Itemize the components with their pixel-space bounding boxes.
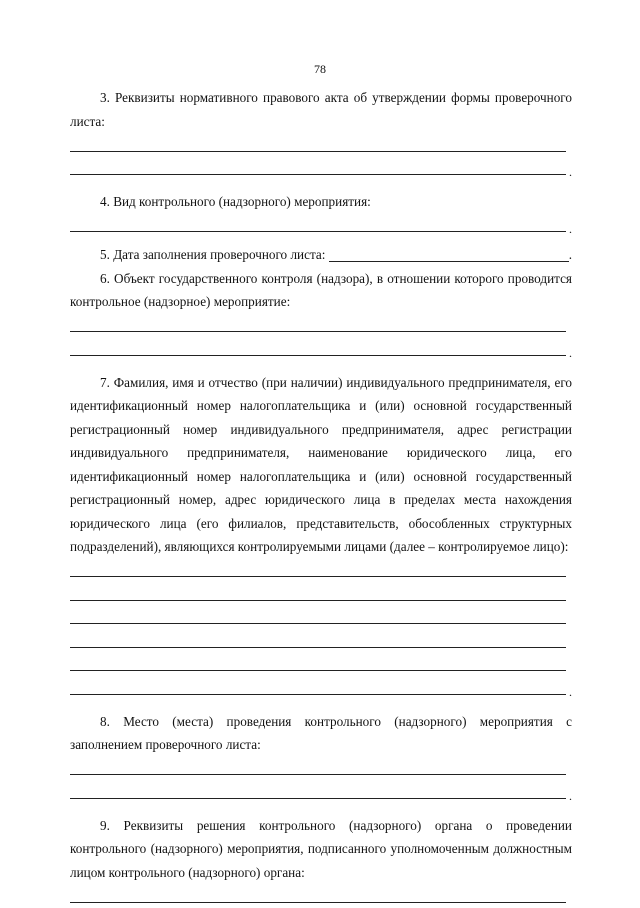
section-5-end-mark: . [568, 247, 572, 262]
section-7-fill-line-6[interactable] [70, 676, 572, 700]
section-7-text: 7. Фамилия, имя и отчество (при наличии) индивидуального предпринимателя, его идентификационный номер налогоплательщика и (или) основной государственный регистрационный номер индивидуального предпринимателя, адрес регистрации индивидуального предпринимателя, наименование юридического лица, его идентификационный номер налогоплательщика и (или) основной государственный регистрационный номер, адрес юридического лица в пределах места нахождения юридического лица (его филиалов, представительств, обособленных структурных подразделений), являющихся контролируемыми лицами (далее – контролируемое лицо): [70, 374, 572, 554]
section-7-end-mark: . [569, 684, 572, 699]
section-4-end-mark: . [569, 222, 572, 236]
section-3-fill-line-2[interactable] [70, 157, 572, 181]
section-7-fill-line-3[interactable] [70, 606, 572, 630]
section-3-end-mark: . [569, 165, 572, 179]
section-6-fill-line-1[interactable] [70, 314, 572, 338]
section-8-text: 8. Место (места) проведения контрольного (надзорного) мероприятия с заполнением проверочного листа: [70, 713, 572, 752]
section-8-end-mark: . [569, 788, 572, 803]
form-content [70, 86, 572, 908]
section-4-text: 4. Вид контрольного (надзорного) мероприятия: [100, 194, 371, 209]
section-6-fill-line-2[interactable] [70, 337, 572, 361]
section-7-fill-line-5[interactable] [70, 653, 572, 677]
section-5-text: 5. Дата заполнения проверочного листа: [100, 247, 326, 262]
section-7-fill-line-2[interactable] [70, 582, 572, 606]
section-8-fill-line-1[interactable] [70, 757, 572, 781]
section-3-text: 3. Реквизиты нормативного правового акта об утверждении формы проверочного листа: [70, 90, 572, 129]
section-6-text: 6. Объект государственного контроля (надзора), в отношении которого проводится контрольное (надзорное) мероприятие: [70, 270, 572, 309]
section-4-fill-line-1[interactable] [70, 214, 572, 238]
section-5-row [70, 243, 572, 267]
page-number: 78 [314, 62, 326, 76]
section-9-text: 9. Реквизиты решения контрольного (надзорного) органа о проведении контрольного (надзорного) мероприятия, подписанного уполномоченным должностным лицом контрольного (надзорного) органа: [70, 817, 572, 880]
section-7-fill-line-4[interactable] [70, 629, 572, 653]
section-6-end-mark: . [569, 345, 572, 360]
section-3-fill-line-1[interactable] [70, 133, 572, 157]
section-7-fill-line-1[interactable] [70, 559, 572, 583]
section-5-date-field[interactable] [329, 245, 568, 262]
section-8-fill-line-2[interactable] [70, 780, 572, 804]
